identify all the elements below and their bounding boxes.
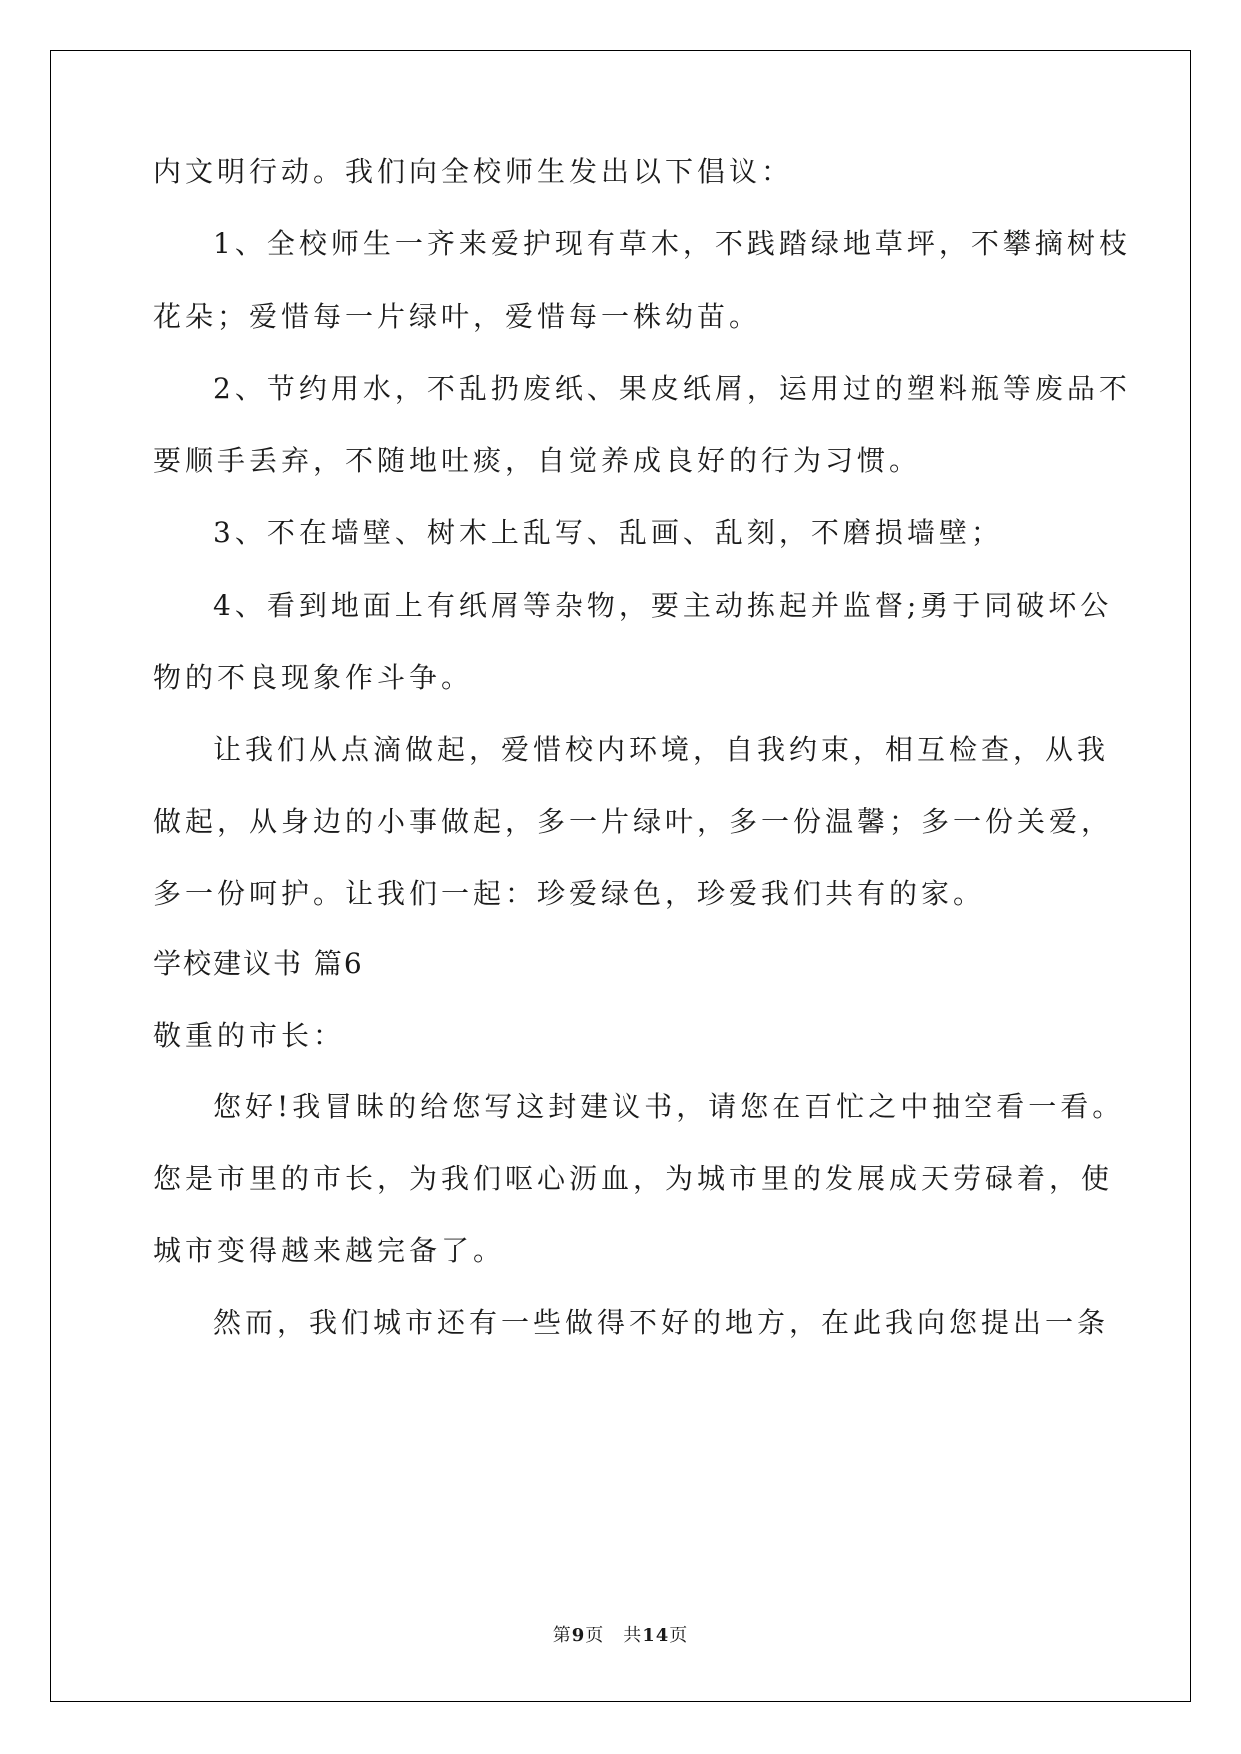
- body-text-line: 城市变得越来越完备了。: [153, 1234, 506, 1267]
- body-text-line: 您好!我冒昧的给您写这封建议书，请您在百忙之中抽空看一看。: [213, 1090, 1125, 1123]
- body-text-line: 多一份呵护。让我们一起：珍爱绿色，珍爱我们共有的家。: [153, 877, 986, 910]
- page-number-footer: [0, 1624, 1241, 1648]
- body-text-line: 让我们从点滴做起，爱惜校内环境，自我约束，相互检查，从我: [213, 733, 1110, 766]
- body-text-line: 花朵；爱惜每一片绿叶，爱惜每一株幼苗。: [153, 300, 762, 333]
- body-text-line: 物的不良现象作斗争。: [153, 661, 474, 694]
- body-text-line: 要顺手丢弃，不随地吐痰，自觉养成良好的行为习惯。: [153, 444, 922, 477]
- footer-suffix: 页: [669, 1625, 689, 1646]
- total-page-number: 14: [642, 1625, 670, 1646]
- body-text-line: 做起，从身边的小事做起，多一片绿叶，多一份温馨；多一份关爱，: [153, 805, 1114, 838]
- footer-mid: 页 共: [585, 1625, 643, 1646]
- body-text-line: 1、全校师生一齐来爱护现有草木，不践踏绿地草坪，不攀摘树枝: [213, 227, 1131, 260]
- body-text-line: 然而，我们城市还有一些做得不好的地方，在此我向您提出一条: [213, 1306, 1110, 1339]
- section-heading: 学校建议书 篇6: [153, 947, 364, 980]
- footer-prefix: 第: [552, 1625, 572, 1646]
- salutation-line: 敬重的市长：: [153, 1019, 346, 1052]
- body-text-line: 2、节约用水，不乱扔废纸、果皮纸屑，运用过的塑料瓶等废品不: [213, 372, 1131, 405]
- body-text-line: 4、看到地面上有纸屑等杂物，要主动拣起并监督;勇于同破坏公: [213, 589, 1113, 622]
- body-text-line: 您是市里的市长，为我们呕心沥血，为城市里的发展成天劳碌着，使: [153, 1162, 1114, 1195]
- current-page-number: 9: [571, 1625, 586, 1646]
- body-text-line: 内文明行动。我们向全校师生发出以下倡议：: [153, 155, 794, 188]
- body-text-line: 3、不在墙壁、树木上乱写、乱画、乱刻，不磨损墙壁；: [213, 516, 1003, 549]
